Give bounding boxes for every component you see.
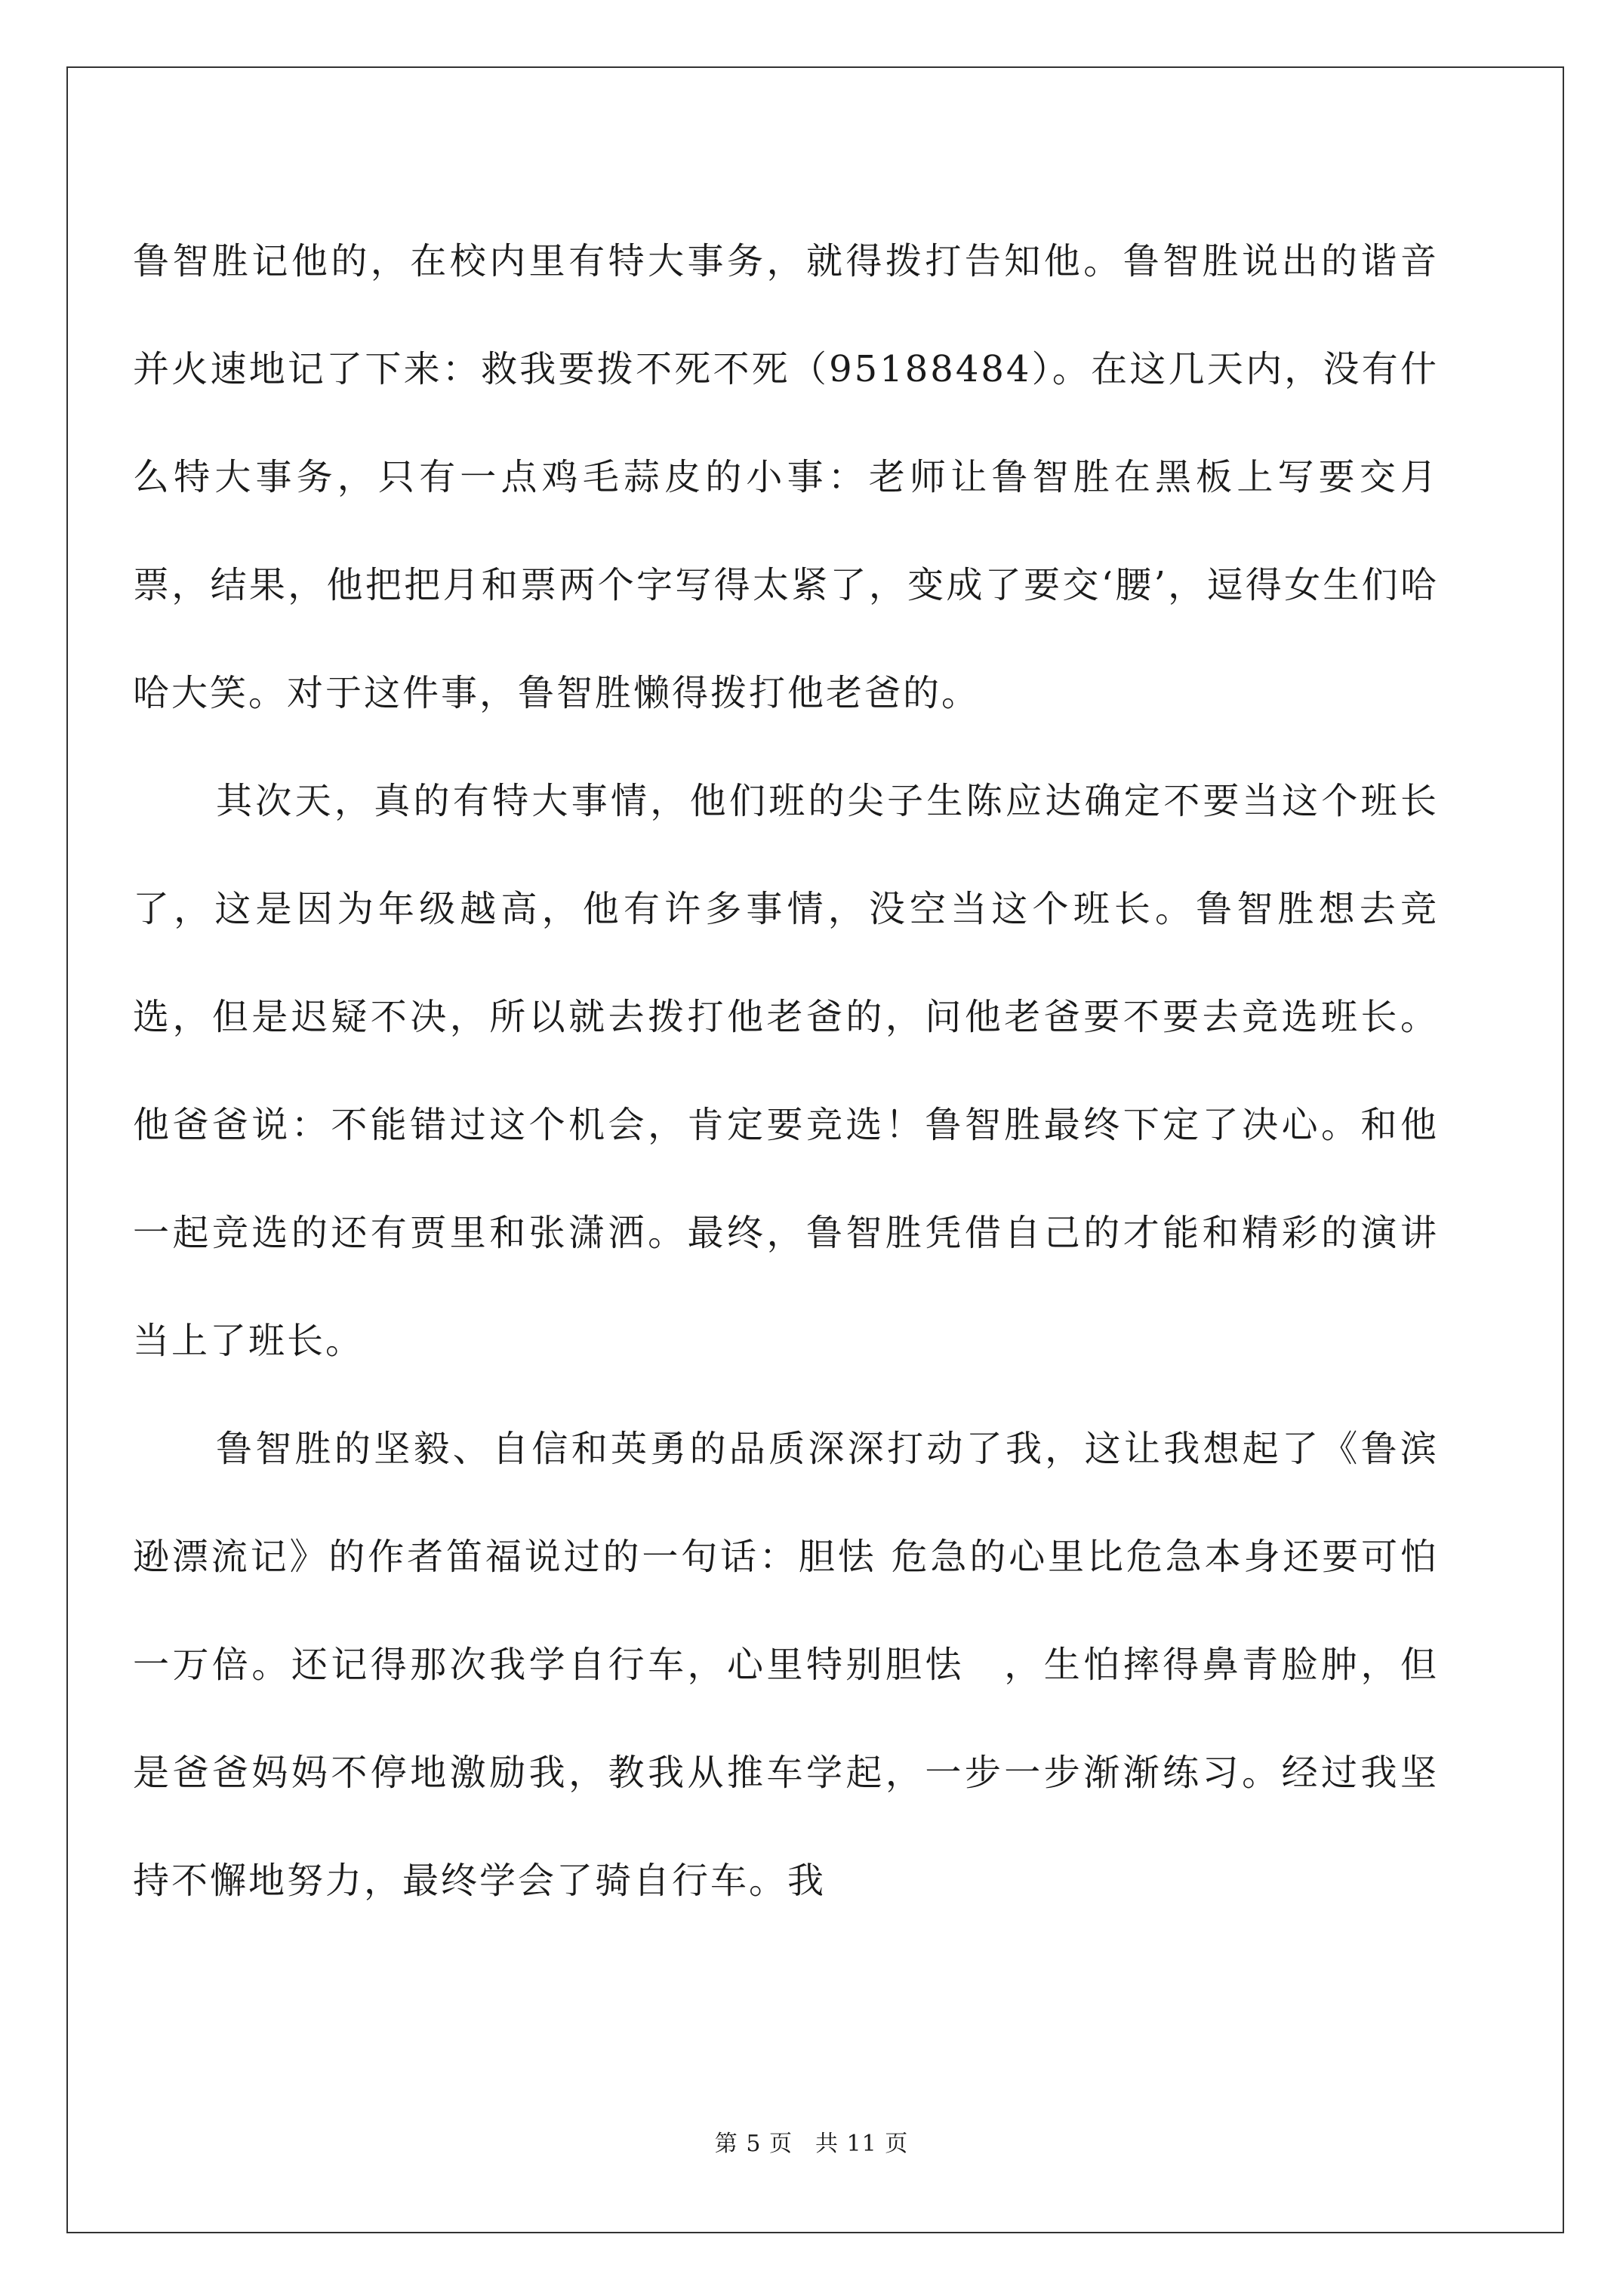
paragraph-2: 其次天，真的有特大事情，他们班的尖子生陈应达确定不要当这个班长了，这是因为年级越高，他有许多事情，没空当这个班长。鲁智胜想去竞选，但是迟疑不决，所以就去拨打他老爸的，问他老爸要不要去竞选班长。他爸爸说：不能错过这个机会，肯定要竞选！鲁智胜最终下定了决心。和他一起竞选的还有贾里和张潇洒。最终，鲁智胜凭借自己的才能和精彩的演讲当上了班长。 [133,780,1439,1362]
page-total: 共 11 页 [815,2131,909,2157]
paragraph-3: 鲁智胜的坚毅、自信和英勇的品质深深打动了我，这让我想起了《鲁滨逊漂流记》的作者笛福说过的一句话：胆怯 危急的心里比危急本身还要可怕一万倍。还记得那次我学自行车，心里特别胆怯 ，生怕摔得鼻青脸肿，但是爸爸妈妈不停地激励我，教我从推车学起，一步一步渐渐练习。经过我坚持不懈地努力，最终学会了骑自行车。我 [133,1428,1439,1902]
paragraph-1: 鲁智胜记他的，在校内里有特大事务，就得拨打告知他。鲁智胜说出的谐音并火速地记了下来：救我要拨不死不死（95188484）。在这几天内，没有什么特大事务，只有一点鸡毛蒜皮的小事：老师让鲁智胜在黑板上写要交月票，结果，他把把月和票两个字写得太紧了，变成了要交‘腰’，逗得女生们哈哈大笑。对于这件事，鲁智胜懒得拨打他老爸的。 [133,240,1439,714]
page-footer [0,2129,1623,2159]
document-body [133,208,1439,1935]
page-number: 第 5 页 [714,2131,793,2157]
